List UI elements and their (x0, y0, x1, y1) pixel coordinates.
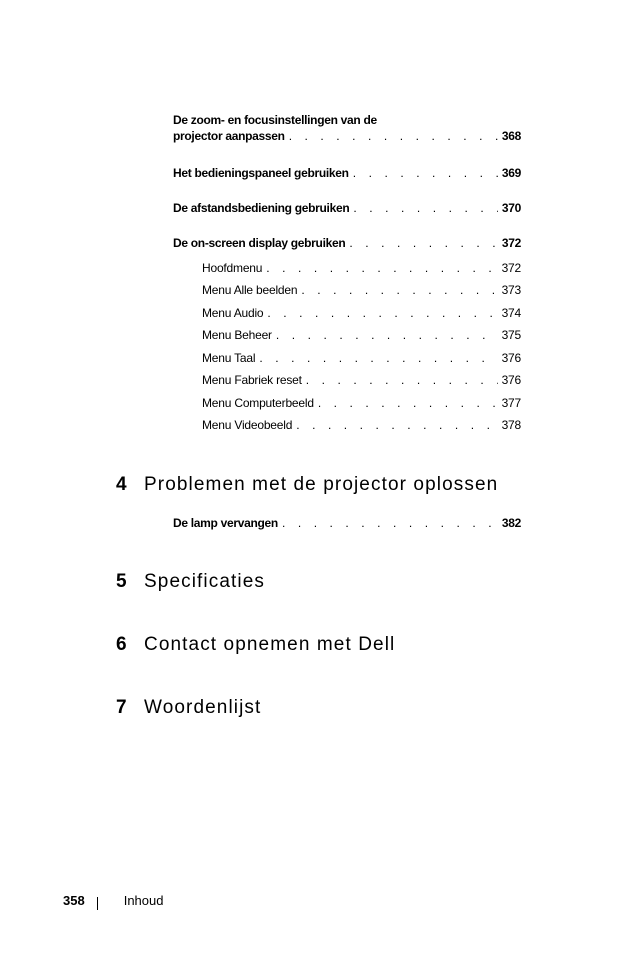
chapter-title: Contact opnemen met Dell (144, 634, 396, 655)
toc-page-number: 376 (501, 351, 521, 365)
toc-page-number: 369 (501, 166, 521, 180)
toc-section-zoom-focus-line1[interactable]: De zoom- en focusinstellingen van de (173, 113, 377, 127)
toc-section-remote-control[interactable] (173, 201, 521, 215)
toc-section-control-panel[interactable] (173, 166, 521, 180)
toc-subsection-title: Menu Audio (202, 306, 264, 320)
toc-subsection-title: Menu Alle beelden (202, 283, 298, 297)
chapter-title: Woordenlijst (144, 697, 262, 718)
dot-leader (259, 351, 497, 365)
toc-subsection-main-menu[interactable] (202, 261, 521, 275)
chapter-number: 6 (116, 634, 127, 655)
dot-leader (353, 166, 498, 180)
toc-chapter-7[interactable] (116, 697, 261, 719)
toc-chapter-5[interactable] (116, 571, 265, 593)
dot-leader (301, 283, 497, 297)
toc-subsection-language[interactable] (202, 351, 521, 365)
toc-section-title: Het bedieningspaneel gebruiken (173, 166, 349, 180)
dot-leader (349, 236, 497, 250)
toc-subsection-video-image[interactable] (202, 418, 521, 432)
toc-subsection-audio[interactable] (202, 306, 521, 320)
toc-subsection-all-images[interactable] (202, 283, 521, 297)
toc-section-title: De lamp vervangen (173, 516, 278, 530)
footer-section-name: Inhoud (123, 893, 164, 908)
toc-section-zoom-focus[interactable] (173, 129, 521, 143)
toc-subsection-title: Menu Videobeeld (202, 418, 293, 432)
toc-page-number: 368 (501, 129, 521, 143)
toc-section-title: De on-screen display gebruiken (173, 236, 346, 250)
toc-chapter-6[interactable] (116, 634, 395, 656)
footer-divider (97, 897, 98, 910)
dot-leader (306, 373, 498, 387)
chapter-title: Specificaties (144, 571, 265, 592)
toc-page-number: 382 (501, 516, 521, 530)
dot-leader (353, 201, 498, 215)
toc-page-number: 375 (501, 328, 521, 342)
toc-page-number: 374 (501, 306, 521, 320)
chapter-title: Problemen met de projector oplossen (144, 474, 499, 495)
dot-leader (266, 261, 497, 275)
toc-subsection-management[interactable] (202, 328, 521, 342)
toc-section-osd[interactable] (173, 236, 521, 250)
toc-page-number: 373 (501, 283, 521, 297)
toc-page-number: 370 (501, 201, 521, 215)
toc-subsection-title: Menu Fabriek reset (202, 373, 302, 387)
dot-leader (282, 516, 498, 530)
toc-section-title: De afstandsbediening gebruiken (173, 201, 350, 215)
toc-page-number: 372 (501, 261, 521, 275)
dot-leader (289, 129, 498, 143)
chapter-number: 7 (116, 697, 127, 718)
page-footer (63, 893, 163, 908)
toc-subsection-title: Menu Computerbeeld (202, 396, 314, 410)
toc-subsection-title: Menu Taal (202, 351, 256, 365)
chapter-number: 4 (116, 474, 127, 495)
toc-subsection-title: Hoofdmenu (202, 261, 263, 275)
chapter-number: 5 (116, 571, 127, 592)
toc-page-number: 372 (501, 236, 521, 250)
toc-subsection-factory-reset[interactable] (202, 373, 521, 387)
toc-chapter-4[interactable] (116, 474, 498, 496)
toc-subsection-computer-image[interactable] (202, 396, 521, 410)
toc-section-replace-lamp[interactable] (173, 516, 521, 530)
toc-section-title: projector aanpassen (173, 129, 285, 143)
dot-leader (318, 396, 498, 410)
dot-leader (267, 306, 497, 320)
toc-page-number: 378 (501, 418, 521, 432)
footer-page-number: 358 (63, 893, 85, 908)
dot-leader (296, 418, 497, 432)
toc-page-number: 377 (501, 396, 521, 410)
toc-page-number: 376 (501, 373, 521, 387)
dot-leader (276, 328, 498, 342)
toc-subsection-title: Menu Beheer (202, 328, 272, 342)
